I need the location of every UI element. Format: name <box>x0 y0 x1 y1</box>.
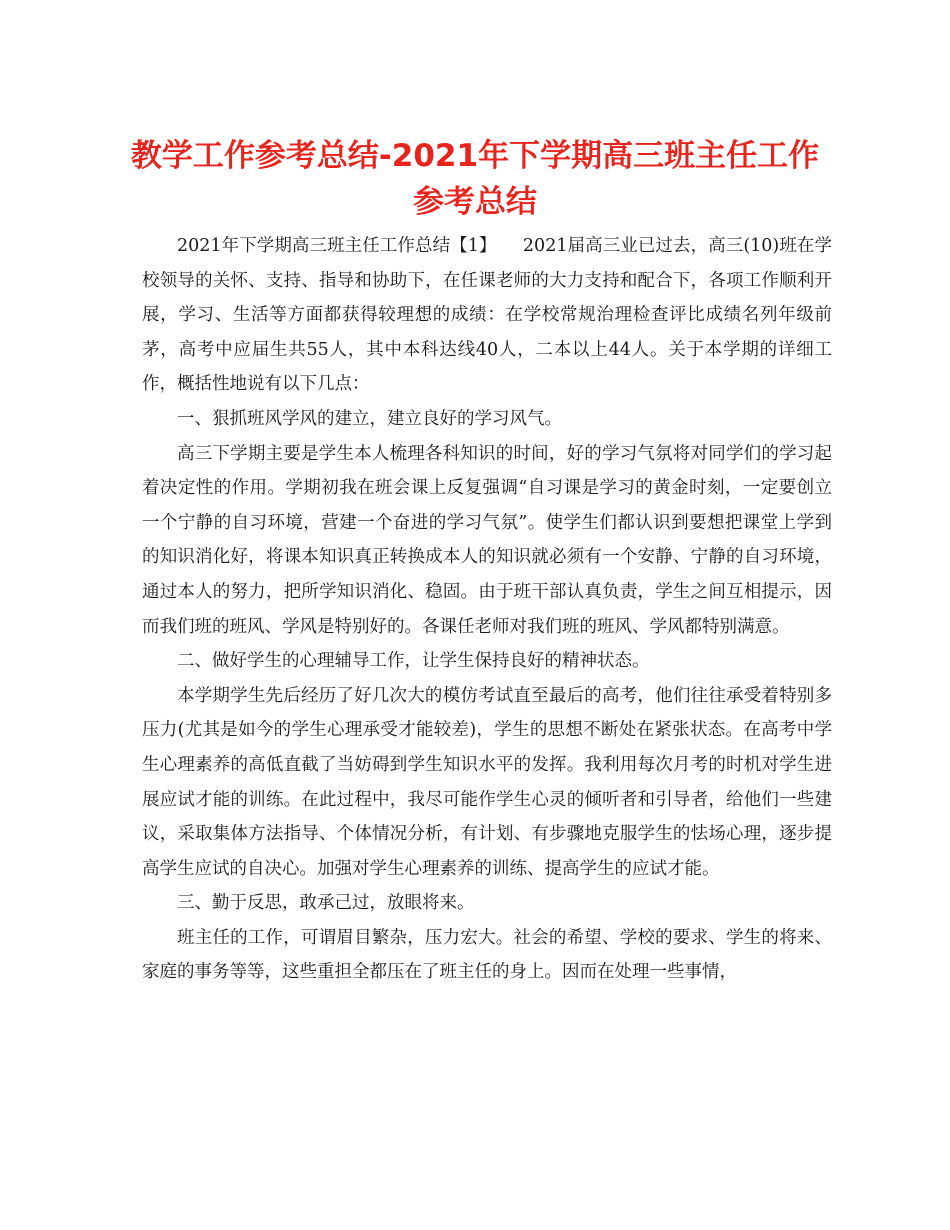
section-heading-3: 三、勤于反思，敢承己过，放眼将来。 <box>177 893 475 914</box>
document-title: 教学工作参考总结-2021年下学期高三班主任工作参考总结 <box>130 138 820 220</box>
paragraph-section-1: 高三下学期主要是学生本人梳理各科知识的时间，好的学习气氛将对同学们的学习起着决定性的作用。学期初我在班会课上反复强调“自习课是学习的黄金时刻，一定要创立一个宁静的自习环境，营建一个奋进的学习气氛”。使学生们都认识到要想把课堂上学到的知识消化好，将课本知识真正转换成本人的知识就必须有一个安静、宁静的自习环境，通过本人的努力，把所学知识消化、稳固。由于班干部认真负责，学生之间互相提示，因而我们班的班风、学风是特别好的。各课任老师对我们班的班风、学风都特别满意。 <box>142 443 832 637</box>
paragraph-section-2: 本学期学生先后经历了好几次大的模仿考试直至最后的高考，他们往往承受着特别多压力(尤其是如今的学生心理承受才能较差)，学生的思想不断处在紧张状态。在高考中学生心理素养的高低直截了当妨碍到学生知识水平的发挥。我利用每次月考的时机对学生进展应试才能的训练。在此过程中，我尽可能作学生心灵的倾听者和引导者，给他们一些建议，采取集体方法指导、个体情况分析，有计划、有步骤地克服学生的怯场心理，逐步提高学生应试的自决心。加强对学生心理素养的训练、提高学生的应试才能。 <box>142 685 832 879</box>
paragraph-section-3: 班主任的工作，可谓眉目繁杂，压力宏大。社会的希望、学校的要求、学生的将来、家庭的事务等等，这些重担全都压在了班主任的身上。因而在处理一些事情， <box>142 927 832 983</box>
paragraph-intro: 2021年下学期高三班主任工作总结【1】 2021届高三业已过去，高三(10)班在学校领导的关怀、支持、指导和协助下，在任课老师的大力支持和配合下，各项工作顺利开展，学习、生活等方面都获得较理想的成绩：在学校常规治理检查评比成绩名列年级前茅，高考中应届生共55人，其中本科达线40人，二本以上44人。关于本学期的详细工作，概括性地说有以下几点： <box>142 236 832 395</box>
section-heading-2: 二、做好学生的心理辅导工作，让学生保持良好的精神状态。 <box>177 651 650 672</box>
document-body <box>142 229 832 990</box>
section-heading-1: 一、狠抓班风学风的建立，建立良好的学习风气。 <box>177 408 562 429</box>
